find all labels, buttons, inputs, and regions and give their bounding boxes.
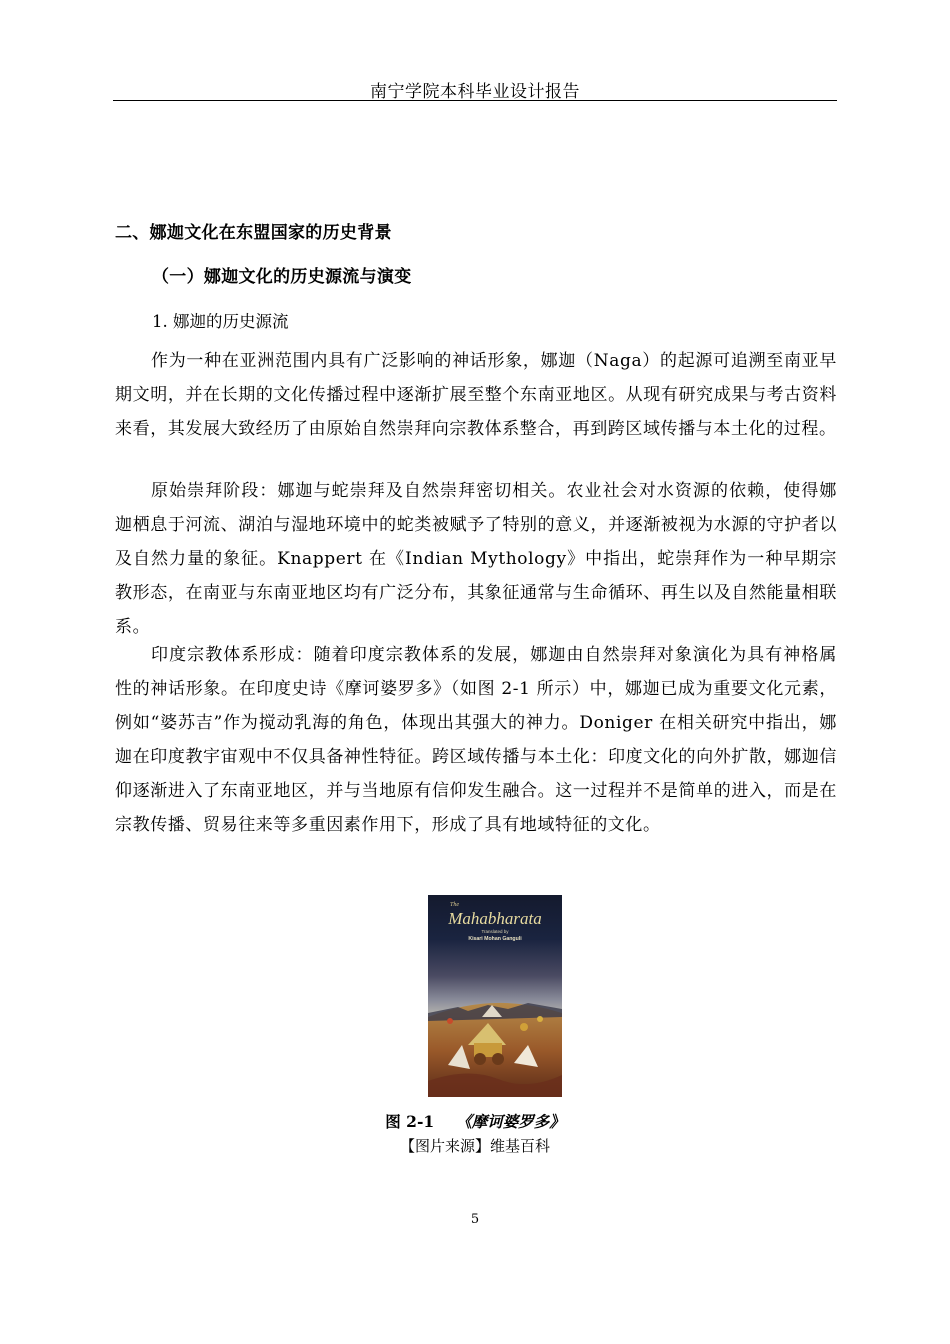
subsection-heading: （一）娜迦文化的历史源流与演变	[152, 267, 412, 287]
mahabharata-cover-image	[428, 895, 562, 1097]
figure-caption-title: 《摩诃婆罗多》	[456, 1112, 565, 1131]
figure-source: 【图片来源】维基百科	[399, 1137, 550, 1155]
figure-caption-label: 图 2-1	[385, 1112, 435, 1131]
page-number: 5	[470, 1212, 480, 1227]
page-header-title: 南宁学院本科毕业设计报告	[370, 82, 580, 102]
body-paragraph: 作为一种在亚洲范围内具有广泛影响的神话形象，娜迦（Naga）的起源可追溯至南亚早期文明，并在长期的文化传播过程中逐渐扩展至整个东南亚地区。从现有研究成果与考古资料来看，其发展大致经历了由原始自然崇拜向宗教体系整合，再到跨区域传播与本土化的过程。	[115, 351, 837, 439]
section-heading: 二、娜迦文化在东盟国家的历史背景	[115, 223, 392, 243]
subsubsection-heading: 1. 娜迦的历史源流	[152, 312, 289, 331]
figure-caption	[0, 1110, 950, 1132]
cover-title: Mahabharata	[448, 909, 542, 928]
header-divider	[113, 100, 837, 101]
body-paragraph: 印度宗教体系形成：随着印度宗教体系的发展，娜迦由自然崇拜对象演化为具有神格属性的神话形象。在印度史诗《摩诃婆罗多》（如图 2-1 所示）中，娜迦已成为重要文化元素，例如“婆苏吉”作为搅动乳海的角色，体现出其强大的神力。Doniger 在相关研究中指出，娜迦在印度教宇宙观中不仅具备神性特征。跨区域传播与本土化：印度文化的向外扩散，娜迦信仰逐渐进入了东南亚地区，并与当地原有信仰发生融合。这一过程并不是简单的进入，而是在宗教传播、贸易往来等多重因素作用下，形成了具有地域特征的文化。	[115, 645, 837, 835]
cover-translated-by: Translated by	[481, 929, 509, 934]
cover-title-small: The	[450, 902, 459, 908]
cover-author: Kisari Mohan Ganguli	[468, 936, 522, 942]
body-paragraph: 原始崇拜阶段：娜迦与蛇崇拜及自然崇拜密切相关。农业社会对水资源的依赖，使得娜迦栖息于河流、湖泊与湿地环境中的蛇类被赋予了特别的意义，并逐渐被视为水源的守护者以及自然力量的象征。Knappert 在《Indian Mythology》中指出，蛇崇拜作为一种早期宗教形态，在南亚与东南亚地区均有广泛分布，其象征通常与生命循环、再生以及自然能量相联系。	[115, 481, 837, 637]
